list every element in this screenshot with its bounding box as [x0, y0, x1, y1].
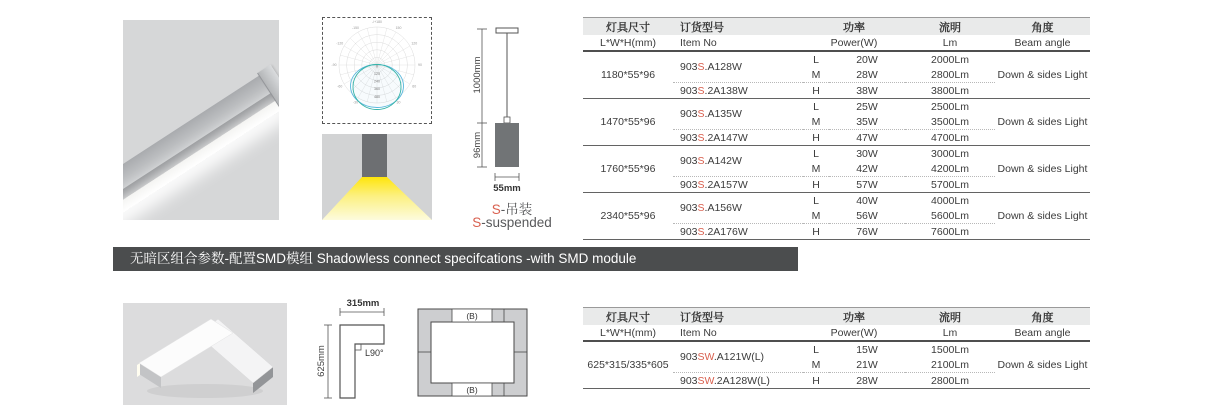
suspended-label-en: S-suspended [472, 215, 552, 230]
size-cell: 2340*55*96 [583, 193, 673, 240]
table-row: 2340*55*96 903S.A156W L 40W 4000Lm Down & sides Light [583, 193, 1090, 209]
beam-angle-cell: Down & sides Light [995, 99, 1090, 146]
svg-text:360: 360 [374, 87, 380, 92]
beam-angle-cell: Down & sides Light [995, 341, 1090, 389]
svg-text:0: 0 [376, 64, 378, 69]
table-row: M 56W 5600Lm [583, 208, 1090, 224]
l-shape-outline [340, 325, 384, 398]
suspended-label-cn: S-吊装 [491, 202, 533, 217]
svg-text:-60: -60 [337, 84, 343, 89]
canopy [496, 28, 518, 33]
corner-light-photo [123, 303, 287, 405]
fixture-body [362, 134, 387, 177]
corner-fixture-drawing [123, 303, 287, 405]
pendant-fixture [495, 123, 519, 167]
light-beam-photo [322, 134, 432, 220]
dim-55mm: 55mm [493, 183, 521, 194]
item-no-cell: 903S.2A147W [673, 130, 803, 146]
header-row-cn: 灯具尺寸 订货型号 功率 流明 角度 [583, 308, 1090, 326]
item-no-cell: 903SW.A121W(L) [673, 341, 803, 373]
item-no-cell: 903S.2A138W [673, 83, 803, 99]
header-row-cn: 灯具尺寸 订货型号 功率 流明 角度 [583, 18, 1090, 36]
beam-angle-cell: Down & sides Light [995, 193, 1090, 240]
svg-text:-120: -120 [336, 41, 344, 46]
polar-grid [323, 18, 431, 123]
table-row: M 21W 2100Lm [583, 357, 1090, 373]
table-row: M 42W 4200Lm [583, 161, 1090, 177]
item-no-cell: 903S.A135W [673, 99, 803, 130]
linear-light-photo [123, 20, 279, 220]
table-row: M 28W 2800Lm [583, 67, 1090, 83]
right-angle-marker [355, 344, 361, 350]
table-row: 903S.2A138W H 38W 3800Lm [583, 83, 1090, 99]
connect-frame-diagram [416, 306, 530, 400]
table-row: 1760*55*96 903S.A142W L 30W 3000Lm Down & sides Light [583, 146, 1090, 162]
svg-text:-30: -30 [352, 100, 359, 105]
svg-text:120: 120 [411, 41, 418, 46]
table-row: 1180*55*96 903S.A128W L 20W 2000Lm Down & sides Light [583, 51, 1090, 67]
item-no-cell: 903S.2A176W [673, 224, 803, 240]
dim-625mm: 625mm [316, 345, 327, 377]
table-row: 903S.2A176W H 76W 7600Lm [583, 224, 1090, 240]
size-cell: 1180*55*96 [583, 51, 673, 99]
table-row: 625*315/335*605 903SW.A121W(L) L 15W 1500Lm Down & sides Light [583, 341, 1090, 357]
size-cell: 625*315/335*605 [583, 341, 673, 389]
banner-text: 无暗区组合参数-配置SMD模组 Shadowless connect specifcations -with SMD module [130, 251, 637, 266]
svg-text:120: 120 [374, 72, 380, 76]
svg-text:90: 90 [418, 63, 422, 68]
dim-1000mm: 1000mm [472, 56, 483, 94]
svg-text:30: 30 [396, 100, 401, 105]
spec-table-top [583, 17, 1090, 240]
spec-table [583, 307, 1090, 389]
table-row: M 35W 3500Lm [583, 114, 1090, 130]
table-row: 903S.2A157W H 57W 5700Lm [583, 177, 1090, 193]
photometric-polar-chart [322, 17, 432, 124]
item-no-cell: 903S.A128W [673, 51, 803, 83]
size-cell: 1470*55*96 [583, 99, 673, 146]
frame-inner [431, 322, 514, 383]
svg-text:-90: -90 [331, 63, 337, 68]
angle-label: L90° [365, 348, 384, 358]
size-cell: 1760*55*96 [583, 146, 673, 193]
item-no-cell: 903SW.2A128W(L) [673, 373, 803, 389]
suspension-diagram [470, 25, 580, 240]
item-no-cell: 903S.A142W [673, 146, 803, 177]
svg-text:150: 150 [395, 25, 402, 30]
svg-text:-/+180: -/+180 [371, 20, 383, 25]
header-row-en: L*W*H(mm) Item No Power(W) Lm Beam angle [583, 35, 1090, 51]
svg-text:240: 240 [374, 79, 380, 84]
aluminum-bar [123, 67, 279, 220]
svg-text:-150: -150 [351, 25, 360, 30]
section-title-banner [113, 247, 798, 271]
dim-315mm: 315mm [346, 298, 380, 309]
beam-angle-cell: Down & sides Light [995, 51, 1090, 99]
table-row: 903S.2A147W H 47W 4700Lm [583, 130, 1090, 146]
svg-text:480: 480 [374, 94, 380, 99]
beam-angle-cell: Down & sides Light [995, 146, 1090, 193]
header-row-en: L*W*H(mm) Item No Power(W) Lm Beam angle [583, 325, 1090, 341]
svg-text:60: 60 [412, 84, 417, 89]
item-no-cell: 903S.A156W [673, 193, 803, 224]
spec-table-bottom [583, 307, 1090, 389]
dim-96mm: 96mm [472, 131, 483, 159]
item-no-cell: 903S.2A157W [673, 177, 803, 193]
table-row: 1470*55*96 903S.A135W L 25W 2500Lm Down & sides Light [583, 99, 1090, 115]
spec-table [583, 17, 1090, 240]
suspension-drawing [470, 25, 580, 195]
corner-dimension-diagram [316, 295, 400, 407]
table-row: 903SW.2A128W(L) H 28W 2800Lm [583, 373, 1090, 389]
connector-label-bottom: (B) [466, 385, 478, 395]
connector-label-top: (B) [466, 311, 478, 321]
